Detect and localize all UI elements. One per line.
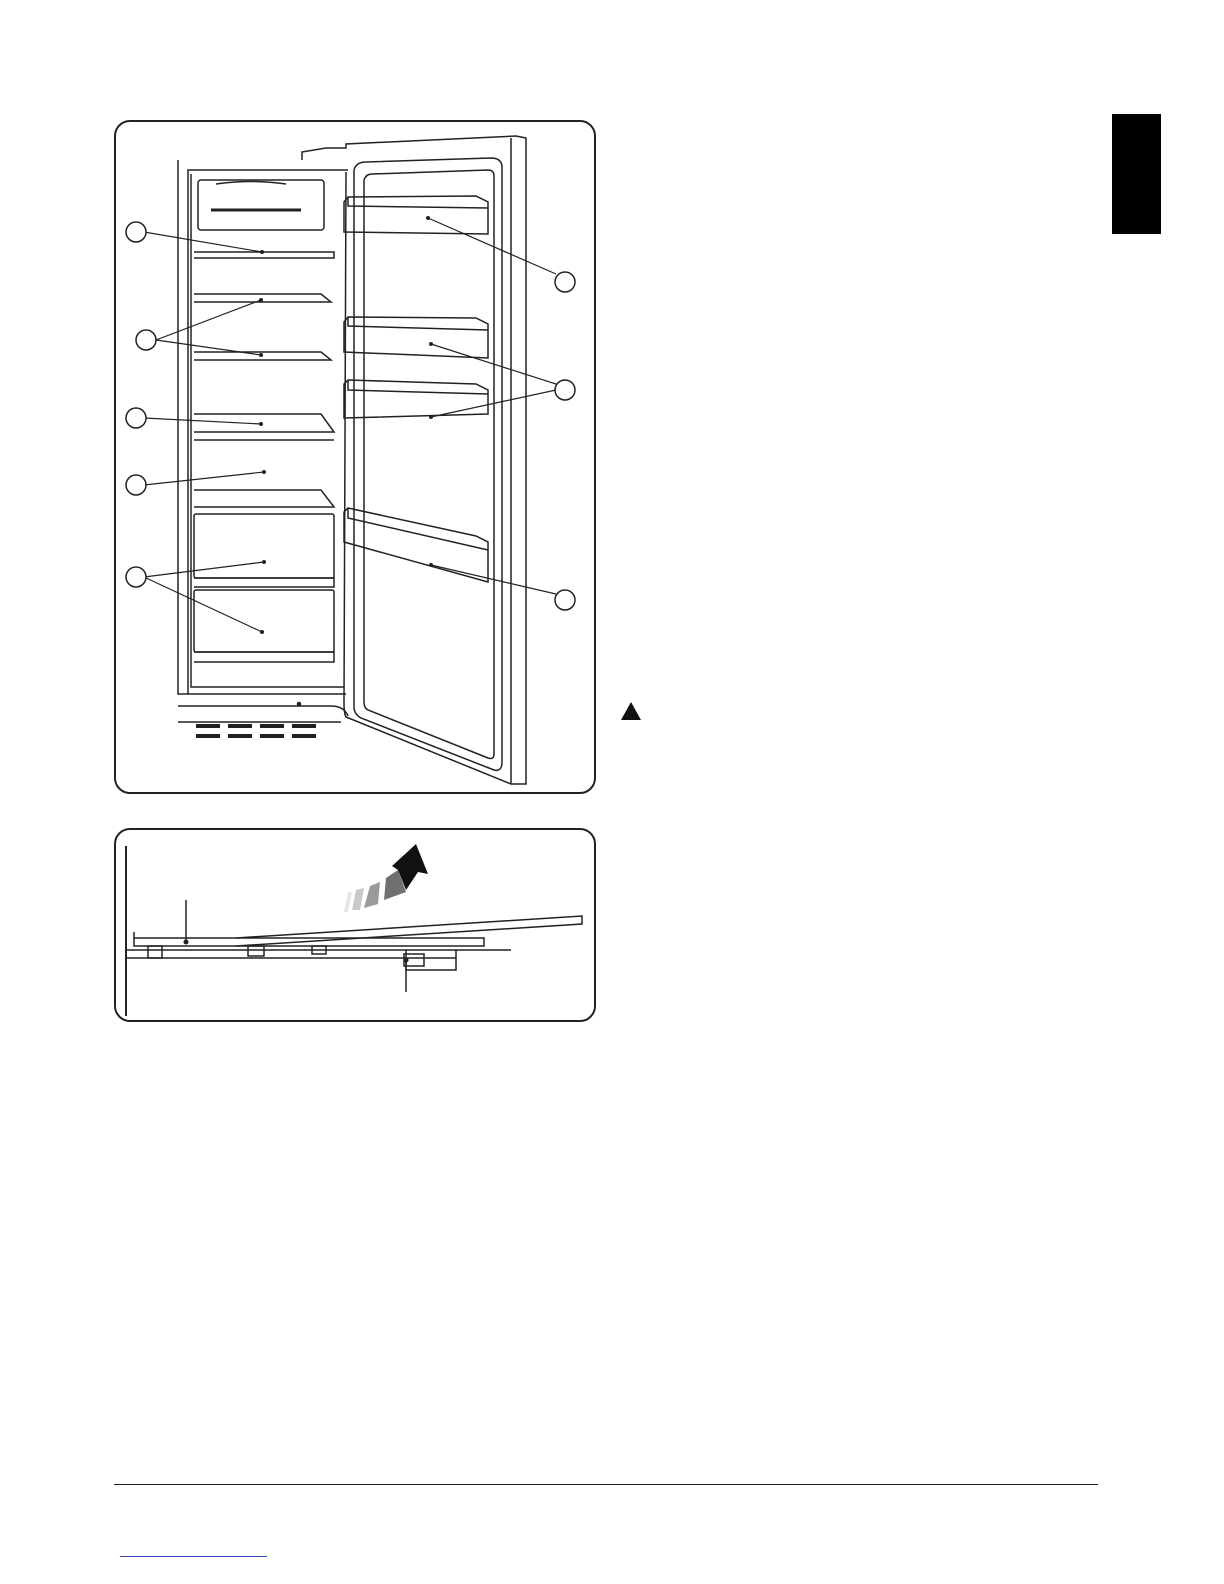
- callout-circle-right-3: [555, 590, 575, 610]
- refrigerator-interior-figure: [114, 120, 596, 794]
- callout-circle-left-2: [136, 330, 156, 350]
- callout-circle-left-1: [126, 222, 146, 242]
- callout-circle-left-4: [126, 475, 146, 495]
- callout-circle-right-2: [555, 380, 575, 400]
- cabinet: [178, 160, 348, 736]
- curved-up-arrow-icon: [344, 844, 428, 912]
- shelf-removal-figure: [114, 828, 596, 1022]
- warning-triangle-icon: [620, 700, 642, 722]
- callout-circle-left-3: [126, 408, 146, 428]
- callout-circle-right-1: [555, 272, 575, 292]
- footer-link-underline[interactable]: [120, 1556, 267, 1557]
- callout-circle-left-5: [126, 567, 146, 587]
- footer-rule: [114, 1484, 1098, 1485]
- lifted-shelf: [236, 916, 582, 946]
- language-tab: [1112, 114, 1161, 234]
